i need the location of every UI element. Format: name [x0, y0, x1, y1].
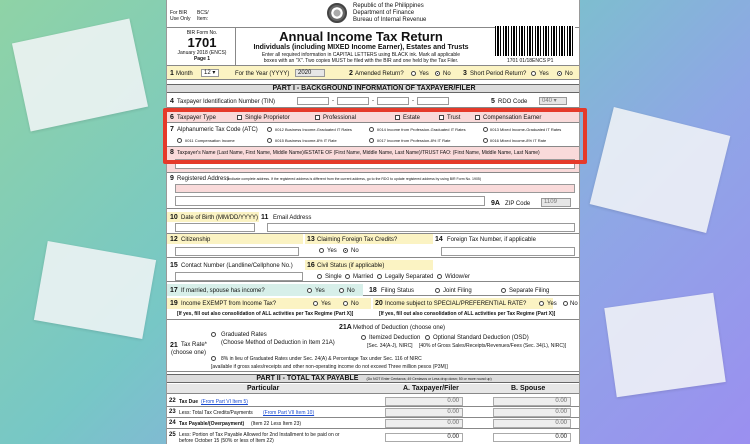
short-period-label: Short Period Return?: [470, 71, 527, 77]
atc-option-label: II014 Income from Profession-Graduated IT Rates: [377, 127, 466, 132]
deduction-method-label: Method of Deduction (choose one): [353, 325, 446, 331]
part2-header: [167, 374, 580, 383]
atc-ii012-radio[interactable]: [267, 127, 272, 132]
filing-option-label: Separate Filing: [509, 288, 550, 294]
atc-ii011-radio[interactable]: [177, 138, 182, 143]
registered-address-label: Registered Address: [177, 176, 230, 182]
tin-separator: -: [372, 98, 374, 104]
citizenship-input[interactable]: [175, 247, 299, 256]
item-number: 4: [170, 98, 174, 105]
itemized-deduction-label: Itemized Deduction: [369, 335, 421, 341]
barcode-caption: 1701 01/18ENCS P1: [507, 58, 554, 64]
atc-option-label: II017 Income from Profession-8% IT Rate: [377, 138, 451, 143]
zip-input[interactable]: 1109: [541, 198, 571, 207]
item-number: 18: [369, 287, 377, 294]
item-number: 11: [261, 214, 269, 221]
item-number: 17: [170, 287, 178, 294]
year-input[interactable]: 2020: [295, 69, 325, 77]
item-number: 25: [169, 432, 176, 438]
taxpayer-amount[interactable]: 0.00: [385, 433, 463, 442]
tax-due-row: [167, 396, 580, 407]
special-no-radio[interactable]: [563, 301, 568, 306]
tin-input-2[interactable]: [337, 97, 369, 105]
type-option-label: Trust: [447, 115, 461, 121]
contact-label: Contact Number (Landline/Cellphone No.): [181, 263, 293, 269]
spouse-amount[interactable]: 0.00: [493, 419, 571, 428]
yes-label: Yes: [419, 71, 429, 77]
yes-label: Yes: [321, 301, 331, 307]
eight-percent-radio[interactable]: [211, 356, 216, 361]
no-label: No: [565, 71, 573, 77]
no-label: No: [443, 71, 451, 77]
row-formula: (Item 22 Less Item 23): [251, 421, 302, 427]
item-number: 3: [463, 70, 467, 77]
bcs-item-label: BCS/ Item:: [197, 10, 209, 22]
background-paper: [590, 107, 731, 233]
year-label: For the Year (YYYY): [235, 71, 290, 77]
background-paper: [34, 241, 156, 339]
row-label: Less: Total Tax Credits/Payments: [179, 410, 253, 416]
atc-ii016-radio[interactable]: [483, 138, 488, 143]
exempt-income-label: Income EXEMPT from Income Tax?: [181, 301, 277, 307]
item-number: 16: [307, 262, 315, 269]
tin-row: [167, 94, 580, 108]
no-label: No: [347, 288, 355, 294]
row-label: Tax Due: [179, 399, 199, 405]
civil-option-label: Married: [353, 274, 374, 280]
itemized-deduction-radio[interactable]: [361, 335, 366, 340]
part1-header: PART I - BACKGROUND INFORMATION OF TAXPAYER/FILER: [167, 84, 580, 93]
foreign-tin-input[interactable]: [441, 247, 575, 256]
item-number: 13: [307, 236, 315, 243]
atc-ii017-radio[interactable]: [369, 138, 374, 143]
item-number: 20: [375, 300, 383, 307]
civil-separated-radio[interactable]: [377, 274, 382, 279]
tax-payable-row: [167, 418, 580, 429]
civil-option-label: Widow/er: [445, 274, 471, 280]
tin-label: Taxpayer Identification Number (TIN): [177, 99, 276, 105]
birth-date-input[interactable]: [175, 223, 255, 232]
spouse-amount[interactable]: 0.00: [493, 397, 571, 406]
foreign-credit-label: Claiming Foreign Tax Credits?: [317, 237, 398, 243]
atc-ii013-radio[interactable]: [483, 127, 488, 132]
atc-ii015-radio[interactable]: [267, 138, 272, 143]
exempt-note: [If yes, fill out also consolidation of ALL activities per Tax Regime (Part X)]: [177, 311, 354, 317]
taxpayer-name-row: [167, 147, 580, 173]
civil-widow-radio[interactable]: [437, 274, 442, 279]
form-header: [167, 0, 580, 28]
item-number: 9: [170, 175, 174, 182]
spouse-filing-row: [167, 284, 580, 296]
exempt-yes-radio[interactable]: [313, 301, 318, 306]
item-number: 1: [170, 70, 174, 77]
foreign-credit-no-radio[interactable]: [343, 248, 348, 253]
spouse-income-no-radio[interactable]: [339, 288, 344, 293]
form-title: Annual Income Tax Return Individuals (including MIXED Income Earner), Estates and Trusts Enter all required information in CAPITAL LETTERS using BLACK ink. Mark all applicable boxes with an "X". Two copies MUST be filed with the BIR and one held by the Tax Filer.: [253, 29, 469, 64]
yes-label: Yes: [539, 71, 549, 77]
atc-option-label: II012 Business Income-Graduated IT Rates: [275, 127, 352, 132]
tin-separator: -: [332, 98, 334, 104]
atc-option-label: II016 Mixed Income-8% IT Rate: [490, 138, 547, 143]
spouse-income-yes-radio[interactable]: [307, 288, 312, 293]
registered-address-input-2[interactable]: [175, 196, 485, 206]
barcode: [495, 26, 575, 56]
spouse-amount[interactable]: 0.00: [493, 433, 571, 442]
row-label-line2: before October 15 (50% or less of Item 22): [179, 438, 274, 444]
special-yes-radio[interactable]: [539, 301, 544, 306]
amended-label: Amended Return?: [355, 71, 404, 77]
foreign-tin-label: Foreign Tax Number, if applicable: [447, 237, 536, 243]
item-number: 23: [169, 409, 176, 415]
type-option-label: Estate: [403, 115, 421, 121]
short-period-no-radio[interactable]: [557, 71, 562, 76]
item-number: 9A: [491, 200, 500, 207]
atc-row: [167, 123, 580, 147]
item-number: 21A: [339, 324, 352, 331]
row-link[interactable]: (From Part VII Item 10): [263, 410, 315, 416]
type-option-label: Single Proprietor: [245, 115, 290, 121]
item-number: 15: [170, 262, 178, 269]
taxpayer-amount[interactable]: 0.00: [385, 419, 463, 428]
osd-radio[interactable]: [425, 335, 430, 340]
citizenship-row: [167, 234, 580, 258]
separate-filing-radio[interactable]: [501, 288, 506, 293]
tin-separator: -: [412, 98, 414, 104]
form-number-block: BIR Form No. 1701 January 2018 (ENCS) Page 1: [177, 30, 227, 62]
bir-seal-icon: [327, 3, 347, 23]
item-number: 22: [169, 398, 176, 404]
foreign-credit-yes-radio[interactable]: [319, 248, 324, 253]
taxpayer-type-label: Taxpayer Type: [177, 115, 216, 121]
osd-note: [40% of Gross Sales/Receipts/Revenues/Fees (Sec. 34(L), NIRC)]: [419, 343, 567, 349]
tin-input-4[interactable]: [417, 97, 449, 105]
tax-rate-label: Tax Rate*: [181, 342, 208, 348]
tax-rate-row: [167, 322, 580, 372]
registered-address-row: [167, 173, 580, 209]
yes-label: Yes: [315, 288, 325, 294]
compensation-earner-checkbox[interactable]: [475, 115, 480, 120]
item-number: 6: [170, 114, 174, 121]
part2-title-note: (Do NOT Enter Centavos; 49 Centavos or Less drop down; 50 or more round up): [366, 377, 492, 381]
bir-use-only-label: For BIR Use Only: [170, 10, 191, 22]
email-input[interactable]: [267, 223, 575, 232]
no-label: No: [570, 301, 578, 307]
month-label: Month: [176, 71, 193, 77]
item-number: 21: [170, 342, 178, 349]
item-number: 8: [170, 149, 174, 156]
zip-label: ZIP Code: [505, 201, 531, 207]
atc-option-label: II011 Compensation Income: [185, 138, 235, 143]
item-number: 24: [169, 420, 176, 426]
yes-label: Yes: [547, 301, 557, 307]
citizenship-label: Citizenship: [181, 237, 211, 243]
row-label: Tax Payable/(Overpayment): [179, 421, 245, 427]
item-number: 12: [170, 236, 178, 243]
item-number: 10: [170, 214, 178, 221]
tax-credits-row: [167, 407, 580, 418]
trust-checkbox[interactable]: [439, 115, 444, 120]
return-period-row: [167, 66, 580, 80]
filing-status-label: Filing Status: [381, 288, 415, 294]
item-number: 5: [491, 98, 495, 105]
item-number: 14: [435, 236, 443, 243]
exempt-special-row: [167, 298, 580, 320]
registered-address-note: (Indicate complete address. If the registered address is different from the current address, go to the RDO to update registered address by using BIR Form No. 1905): [227, 177, 482, 181]
civil-option-label: Single: [325, 274, 342, 280]
row-label: Less: Portion of Tax Payable Allowed for 2nd Installment to be paid on or: [179, 432, 340, 438]
col-taxpayer: A. Taxpayer/Filer: [403, 385, 459, 392]
taxpayer-name-input[interactable]: [175, 159, 575, 169]
month-select[interactable]: 12 ▾: [201, 69, 219, 77]
no-label: No: [351, 248, 359, 254]
civil-single-radio[interactable]: [317, 274, 322, 279]
contact-civil-row: [167, 260, 580, 282]
yes-label: Yes: [327, 248, 337, 254]
rdo-label: RDO Code: [498, 99, 528, 105]
graduated-rates-label: Graduated Rates: [221, 332, 267, 338]
row-link[interactable]: (From Part VI Item 5): [201, 399, 248, 405]
part2-column-header: [167, 384, 580, 394]
taxpayer-amount[interactable]: 0.00: [385, 397, 463, 406]
special-note: [If yes, fill out also consolidation of ALL activities per Tax Regime (Part X)]: [379, 311, 556, 317]
eight-percent-note: [available if gross sales/receipts and other non-operating income do not exceed Three million pesos (P3M)]: [211, 364, 448, 370]
col-spouse: B. Spouse: [511, 385, 546, 392]
form-title-block: [167, 28, 580, 66]
bir-form-1701: [166, 0, 580, 444]
professional-checkbox[interactable]: [315, 115, 320, 120]
rdo-select[interactable]: 040 ▾: [539, 97, 567, 105]
no-label: No: [351, 301, 359, 307]
special-rate-label: Income subject to SPECIAL/PREFERENTIAL RATE?: [385, 301, 527, 307]
spouse-income-label: If married, spouse has income?: [181, 288, 265, 294]
col-particular: Particular: [247, 385, 280, 392]
birth-date-label: Date of Birth (MM/DD/YYYY): [181, 215, 259, 221]
civil-status-label: Civil Status (if applicable): [317, 263, 385, 269]
part2-title: PART II - TOTAL TAX PAYABLE: [256, 375, 359, 382]
estate-checkbox[interactable]: [395, 115, 400, 120]
type-option-label: Compensation Earner: [483, 115, 542, 121]
graduated-rates-note: (Choose Method of Deduction in Item 21A): [221, 340, 335, 346]
type-option-label: Professional: [323, 115, 357, 121]
civil-married-radio[interactable]: [345, 274, 350, 279]
item-number: 7: [170, 126, 174, 133]
filing-option-label: Joint Filing: [443, 288, 472, 294]
amended-yes-radio[interactable]: [411, 71, 416, 76]
item-number: 19: [170, 300, 178, 307]
background-paper: [604, 293, 725, 397]
civil-option-label: Legally Separated: [385, 274, 434, 280]
short-period-yes-radio[interactable]: [531, 71, 536, 76]
osd-label: Optional Standard Deduction (OSD): [433, 335, 529, 341]
joint-filing-radio[interactable]: [435, 288, 440, 293]
birth-email-row: [167, 212, 580, 234]
contact-input[interactable]: [175, 272, 303, 281]
exempt-no-radio[interactable]: [343, 301, 348, 306]
tin-input-1[interactable]: [297, 97, 329, 105]
atc-option-label: II015 Business Income-8% IT Rate: [275, 138, 337, 143]
registered-address-input[interactable]: [175, 184, 575, 193]
tax-rate-choose: (choose one): [171, 350, 207, 356]
amended-no-radio[interactable]: [435, 71, 440, 76]
atc-label: Alphanumeric Tax Code (ATC): [177, 127, 258, 133]
agency-name: Republic of the Philippines Department of Finance Bureau of Internal Revenue: [353, 3, 427, 23]
second-installment-row: [167, 429, 580, 444]
eight-percent-label: 8% in lieu of Graduated Rates under Sec. 24(A) & Percentage Tax under Sec. 116 of NIRC: [221, 356, 422, 362]
background-paper: [12, 19, 148, 132]
graduated-rates-radio[interactable]: [211, 332, 216, 337]
email-label: Email Address: [273, 215, 312, 221]
taxpayer-amount[interactable]: 0.00: [385, 408, 463, 417]
tin-input-3[interactable]: [377, 97, 409, 105]
single-proprietor-checkbox[interactable]: [237, 115, 242, 120]
taxpayer-type-row: [167, 112, 580, 123]
taxpayer-name-label: Taxpayer's Name (Last Name, First Name, Middle Name)/ESTATE OF (First Name, Middle Name, Last Name)/TRUST FAO: (First Name, Middle Name, Last Name): [177, 150, 540, 156]
atc-ii014-radio[interactable]: [369, 127, 374, 132]
spouse-amount[interactable]: 0.00: [493, 408, 571, 417]
itemized-deduction-note: [Sec. 34(A-J), NIRC]: [367, 343, 413, 349]
item-number: 2: [349, 70, 353, 77]
atc-option-label: II013 Mixed Income-Graduated IT Rates: [490, 127, 562, 132]
